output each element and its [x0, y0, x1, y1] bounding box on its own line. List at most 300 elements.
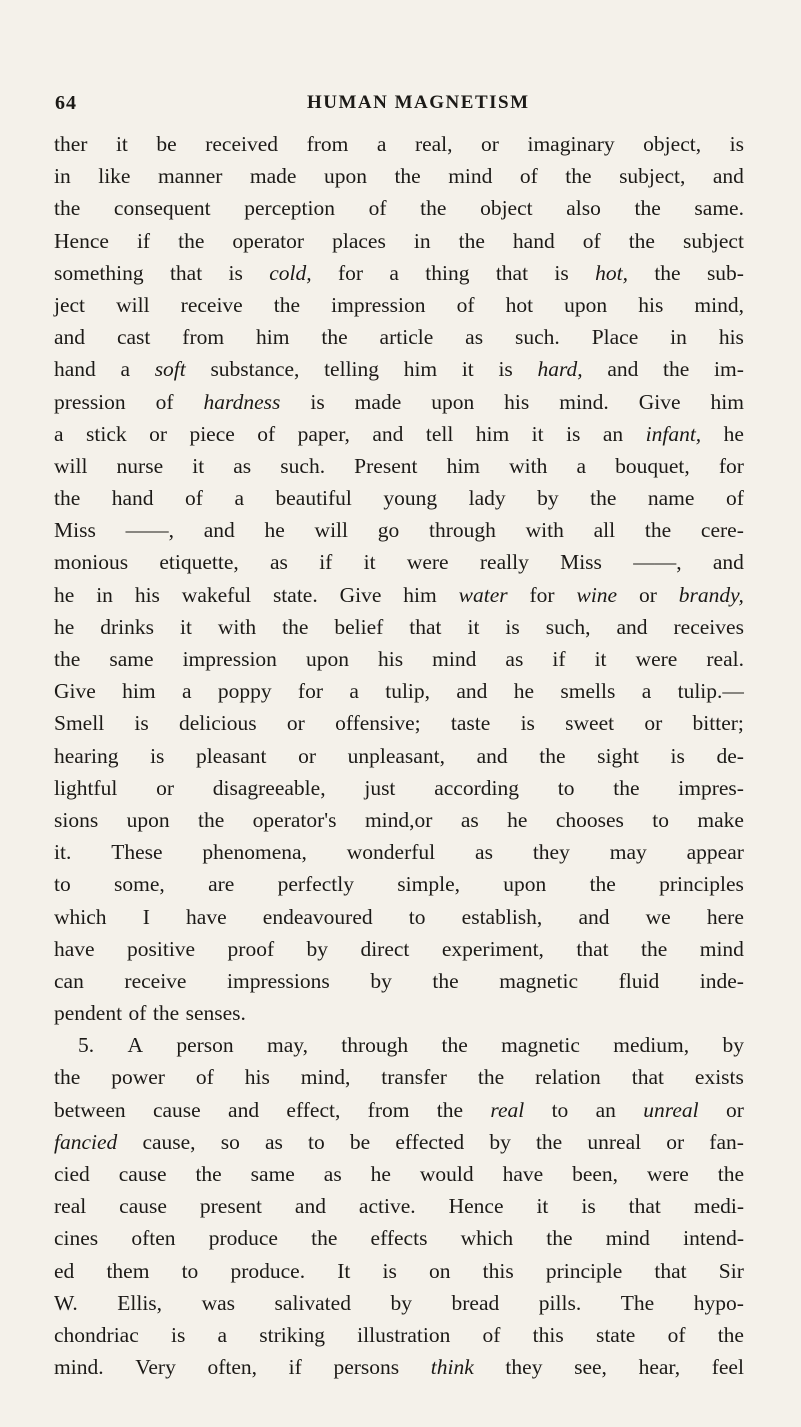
word: and	[203, 518, 235, 543]
word: or	[149, 421, 167, 446]
word: or	[298, 743, 317, 768]
word: go	[377, 518, 400, 543]
word: is	[566, 421, 581, 446]
word: just	[364, 775, 396, 800]
word: unreal	[643, 1097, 699, 1122]
word: thing	[425, 260, 470, 285]
text-line	[54, 772, 744, 804]
word: to	[557, 775, 575, 800]
word: such.	[280, 453, 326, 478]
word: tulip.—	[677, 679, 744, 704]
word: Smell	[54, 711, 105, 736]
word: cold,	[269, 260, 312, 285]
text-line	[54, 160, 744, 192]
word: hearing	[54, 743, 119, 768]
word: can	[54, 968, 84, 993]
word: hard,	[537, 357, 583, 382]
word: positive	[127, 936, 196, 961]
word: receives	[673, 614, 744, 639]
word: fluid	[618, 968, 660, 993]
word: were	[406, 550, 449, 575]
text-line	[54, 1222, 744, 1254]
word: something	[54, 260, 144, 285]
word: senses.	[185, 1001, 246, 1026]
word: were	[647, 1162, 689, 1186]
word: he	[507, 807, 528, 832]
word: mind	[432, 647, 477, 671]
word: mind	[605, 1226, 650, 1251]
word: effects	[370, 1226, 428, 1251]
word: impressions	[227, 968, 330, 993]
word: or	[638, 582, 657, 607]
word: principle	[545, 1258, 623, 1283]
word: the	[613, 775, 640, 800]
word: according	[434, 775, 519, 800]
word: Miss	[560, 550, 602, 575]
word: It	[337, 1258, 351, 1283]
word: the	[198, 807, 225, 832]
word: if	[136, 228, 151, 253]
word: power	[111, 1065, 165, 1090]
word: sweet	[565, 711, 615, 736]
word: real.	[706, 647, 744, 671]
word: is	[170, 1322, 186, 1347]
word: and	[372, 421, 404, 446]
word: or	[481, 132, 499, 156]
word: it	[179, 614, 192, 639]
word: have	[54, 936, 95, 961]
word: mind	[448, 164, 493, 189]
word: his	[244, 1065, 270, 1090]
word: and	[712, 164, 744, 189]
text-line	[54, 1061, 744, 1093]
word: and	[54, 325, 86, 350]
word: object,	[643, 132, 702, 156]
word: it	[531, 421, 544, 446]
text-line	[54, 1319, 744, 1351]
word: as	[270, 550, 288, 575]
word: for	[337, 260, 364, 285]
word: by	[390, 1290, 412, 1315]
word: Place	[591, 325, 639, 350]
word: he	[723, 421, 744, 446]
word: of	[456, 292, 475, 317]
word: to	[408, 904, 426, 929]
text-line	[54, 1190, 744, 1222]
word: poppy	[217, 679, 272, 704]
word: an	[602, 421, 624, 446]
word: The	[620, 1290, 655, 1315]
word: sions	[54, 807, 99, 832]
word: was	[201, 1290, 235, 1315]
word: as	[264, 1129, 283, 1154]
word: the	[641, 936, 668, 961]
word: the	[546, 1226, 573, 1251]
word: taste	[450, 711, 491, 736]
text-line	[54, 1029, 744, 1061]
text-line	[54, 128, 744, 160]
word: him	[256, 325, 290, 350]
text-line	[54, 225, 744, 257]
word: be	[349, 1129, 371, 1154]
text-line	[54, 740, 744, 772]
word: hand	[111, 486, 154, 511]
word: persons	[333, 1355, 400, 1380]
word: are	[208, 872, 235, 897]
word: manner	[157, 164, 223, 189]
word: he	[264, 518, 285, 543]
word: paper,	[297, 421, 350, 446]
word: a	[389, 260, 399, 285]
word: delicious	[179, 711, 257, 736]
word: be	[156, 132, 177, 156]
word: and	[456, 679, 488, 704]
word: upon	[564, 292, 608, 317]
word: article	[379, 325, 434, 350]
word: belief	[334, 614, 384, 639]
word: water	[458, 582, 508, 607]
word: as	[323, 1162, 342, 1186]
word: mind,	[694, 292, 744, 317]
word: cied	[54, 1162, 90, 1186]
word: of	[368, 196, 387, 221]
word: is	[134, 711, 149, 736]
word: if	[552, 647, 566, 671]
word: the	[441, 1033, 468, 1058]
word: such,	[545, 614, 591, 639]
word: of	[519, 164, 538, 189]
word: lightful	[54, 775, 118, 800]
word: in	[413, 228, 431, 253]
word: the	[432, 968, 459, 993]
word: impres-	[678, 775, 744, 800]
word: 5.	[78, 1033, 95, 1058]
word: disagreeable,	[212, 775, 326, 800]
word: he	[54, 614, 75, 639]
text-line	[54, 1126, 744, 1158]
word: the	[628, 228, 655, 253]
word: to	[54, 872, 71, 897]
word: Give	[638, 389, 681, 414]
word: that	[576, 936, 609, 961]
word: have	[502, 1162, 544, 1186]
word: him	[446, 453, 481, 478]
word: may,	[266, 1033, 308, 1058]
word: will	[116, 292, 150, 317]
word: cines	[54, 1226, 99, 1251]
text-line	[54, 933, 744, 965]
text-line	[54, 1158, 744, 1190]
word: simple,	[397, 872, 460, 897]
word: see,	[574, 1355, 607, 1380]
word: hear,	[638, 1355, 681, 1380]
word: hand	[54, 357, 96, 382]
text-line	[54, 804, 744, 836]
word: which	[54, 904, 107, 929]
word: inde-	[699, 968, 744, 993]
text-line	[54, 1255, 744, 1287]
word: drinks	[100, 614, 155, 639]
word: in	[670, 325, 687, 350]
word: stick	[86, 421, 127, 446]
word: that	[409, 614, 442, 639]
word: would	[419, 1162, 474, 1186]
text-line	[54, 643, 744, 675]
word: establish,	[461, 904, 543, 929]
word: unreal	[587, 1129, 642, 1154]
word: fan-	[709, 1129, 744, 1154]
word: the	[54, 1065, 81, 1090]
word: mind,or	[364, 807, 433, 832]
word: a	[376, 132, 387, 156]
word: appear	[686, 840, 744, 865]
word: and	[616, 614, 648, 639]
text-line	[54, 901, 744, 933]
word: same	[109, 647, 154, 671]
word: by	[537, 486, 559, 511]
word: the	[54, 486, 81, 511]
word: his	[378, 647, 404, 671]
word: cause	[119, 1194, 167, 1219]
word: tulip,	[385, 679, 431, 704]
word: or	[666, 1129, 685, 1154]
word: receive	[180, 292, 243, 317]
word: A	[127, 1033, 143, 1058]
word: Hence	[448, 1194, 504, 1219]
word: which	[460, 1226, 514, 1251]
word: of	[195, 1065, 214, 1090]
word: hand	[512, 228, 555, 253]
word: as	[460, 807, 479, 832]
word: young	[383, 486, 438, 511]
word: through	[429, 518, 496, 543]
word: also	[566, 196, 601, 221]
word: made	[354, 389, 402, 414]
word: they	[532, 840, 570, 865]
word: in	[96, 582, 113, 607]
word: sight	[597, 743, 639, 768]
word: consequent	[113, 196, 211, 221]
word: the	[282, 614, 309, 639]
running-head: HUMAN MAGNETISM	[307, 92, 530, 113]
word: that	[628, 1194, 661, 1219]
word: is	[581, 1194, 596, 1219]
word: he	[513, 679, 535, 704]
word: piece	[189, 421, 235, 446]
word: telling	[324, 357, 380, 382]
word: and	[578, 904, 610, 929]
word: so	[220, 1129, 240, 1154]
word: Ellis,	[117, 1290, 163, 1315]
word: the	[717, 1162, 744, 1186]
word: im-	[714, 357, 744, 382]
word: and	[228, 1097, 260, 1122]
word: Present	[354, 453, 418, 478]
word: he	[54, 582, 75, 607]
word: of	[185, 486, 203, 511]
text-line	[54, 289, 744, 321]
word: from	[367, 1097, 410, 1122]
word: active.	[358, 1194, 416, 1219]
word: will	[314, 518, 348, 543]
word: is	[729, 132, 744, 156]
word: that	[631, 1065, 664, 1090]
word: of	[128, 1001, 147, 1026]
word: is	[670, 743, 685, 768]
word: his	[134, 582, 160, 607]
word: that	[495, 260, 529, 285]
text-line	[54, 707, 744, 739]
word: or	[725, 1097, 744, 1122]
word: ject	[54, 292, 86, 317]
word: pendent	[54, 1001, 123, 1026]
word: is	[228, 260, 243, 285]
text-line	[54, 257, 744, 289]
word: and	[607, 357, 639, 382]
word: wine	[576, 582, 618, 607]
word: this	[482, 1258, 514, 1283]
word: brandy,	[678, 582, 744, 607]
word: some,	[114, 872, 165, 897]
word: Miss	[54, 518, 96, 543]
word: tell	[425, 421, 454, 446]
text-line	[54, 1287, 744, 1319]
word: perception	[244, 196, 335, 221]
word: the	[717, 1322, 744, 1347]
word: the	[458, 228, 485, 253]
word: direct	[360, 936, 410, 961]
word: feel	[711, 1355, 744, 1380]
word: think	[430, 1355, 474, 1380]
word: if	[288, 1355, 302, 1380]
word: on	[428, 1258, 451, 1283]
word: produce	[208, 1226, 278, 1251]
word: him	[122, 679, 156, 704]
page-header	[55, 92, 745, 122]
word: by	[306, 936, 329, 961]
word: as	[233, 453, 252, 478]
word: Hence	[54, 228, 109, 253]
word: phenomena,	[202, 840, 307, 865]
word: it	[536, 1194, 549, 1219]
word: it	[115, 132, 128, 156]
word: a	[120, 357, 131, 382]
word: Very	[135, 1355, 176, 1380]
word: it	[363, 550, 376, 575]
word: the	[535, 1129, 563, 1154]
word: with	[525, 518, 564, 543]
text-line	[54, 1351, 744, 1383]
word: may	[609, 840, 647, 865]
word: by	[370, 968, 392, 993]
word: to	[551, 1097, 569, 1122]
word: the	[54, 647, 81, 671]
word: pression	[54, 389, 126, 414]
word: unpleasant,	[347, 743, 445, 768]
word: magnetic	[499, 968, 579, 993]
word: same.	[694, 196, 744, 221]
word: smells	[560, 679, 616, 704]
word: for	[718, 453, 744, 478]
word: proof	[227, 936, 275, 961]
text-line	[54, 868, 744, 900]
word: hypo-	[693, 1290, 744, 1315]
page-number: 64	[55, 92, 77, 114]
word: subject	[683, 228, 744, 253]
text-line	[54, 450, 744, 482]
word: wonderful	[346, 840, 436, 865]
word: they	[505, 1355, 543, 1380]
word: the	[420, 196, 447, 221]
word: soft	[154, 357, 186, 382]
word: state.	[272, 582, 318, 607]
word: his	[638, 292, 664, 317]
word: Give	[339, 582, 382, 607]
word: the	[195, 1162, 222, 1186]
word: mind.	[559, 389, 609, 414]
word: will	[54, 453, 88, 478]
word: present	[199, 1194, 262, 1219]
word: hot	[505, 292, 534, 317]
word: impression	[182, 647, 277, 671]
word: that	[169, 260, 203, 285]
text-line	[54, 514, 744, 546]
word: state	[595, 1322, 636, 1347]
word: principles	[659, 872, 744, 897]
word: the	[539, 743, 566, 768]
word: de-	[716, 743, 744, 768]
text-line	[54, 386, 744, 418]
word: like	[98, 164, 131, 189]
text-line	[54, 1094, 744, 1126]
word: exists	[694, 1065, 744, 1090]
word: it	[192, 453, 205, 478]
word: and	[712, 550, 744, 575]
word: effect,	[286, 1097, 341, 1122]
word: he	[370, 1162, 391, 1186]
word: or	[644, 711, 663, 736]
word: W.	[54, 1290, 78, 1315]
word: real	[490, 1097, 525, 1122]
word: in	[54, 164, 71, 189]
word: upon	[503, 872, 547, 897]
word: wakeful	[181, 582, 252, 607]
word: this	[532, 1322, 564, 1347]
text-line	[54, 482, 744, 514]
word: is	[498, 357, 513, 382]
word: his	[718, 325, 744, 350]
word: of	[257, 421, 276, 446]
word: mind	[699, 936, 744, 961]
word: the	[321, 325, 348, 350]
word: upon	[126, 807, 170, 832]
word: it	[467, 614, 480, 639]
word: cast	[116, 325, 151, 350]
word: with	[509, 453, 548, 478]
word: the	[152, 1001, 180, 1026]
word: really	[479, 550, 529, 575]
word: from	[306, 132, 349, 156]
word: imaginary	[527, 132, 615, 156]
word: were	[635, 647, 678, 671]
word: make	[697, 807, 744, 832]
word: the	[634, 196, 661, 221]
word: ——,	[125, 518, 174, 543]
word: Give	[54, 679, 96, 704]
word: effected	[395, 1129, 465, 1154]
word: illustration	[357, 1322, 451, 1347]
word: upon	[323, 164, 367, 189]
